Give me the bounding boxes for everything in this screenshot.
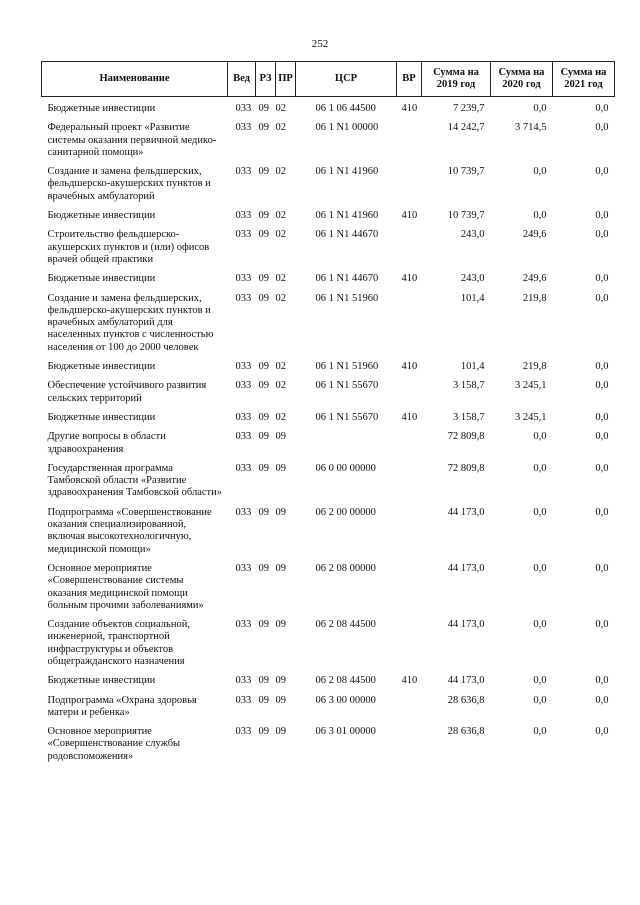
cell-vr xyxy=(397,695,422,727)
cell-pr: 09 xyxy=(275,726,286,738)
cell-sum-2019: 243,0 xyxy=(460,229,485,241)
cell-vr xyxy=(397,563,422,619)
cell-sum-2019: 7 239,7 xyxy=(453,103,485,114)
table-row xyxy=(42,273,615,292)
cell-sum-2021: 0,0 xyxy=(595,562,609,574)
cell-sum-2020: 0,0 xyxy=(533,694,547,706)
header-ved: Вед xyxy=(228,62,256,97)
cell-sum-2021: 0,0 xyxy=(595,726,609,738)
page-number: 252 xyxy=(311,38,329,50)
cell-sum-2020: 0,0 xyxy=(533,726,547,738)
cell-name: Бюджетные инвестиции xyxy=(47,361,156,373)
cell-rz: 09 xyxy=(258,506,269,518)
header-csr: ЦСР xyxy=(296,62,397,97)
cell-csr: 06 2 08 44500 xyxy=(315,619,376,631)
cell-pr: 09 xyxy=(275,619,286,631)
cell-sum-2020: 0,0 xyxy=(533,619,547,631)
cell-vr xyxy=(397,507,422,563)
cell-vr xyxy=(397,229,422,273)
cell-sum-2020: 249,6 xyxy=(522,273,547,285)
cell-name: Федеральный проект «Развитие системы оказания первичной медико-санитарной помощи» xyxy=(47,122,217,158)
cell-rz: 09 xyxy=(258,273,269,285)
cell-sum-2020: 0,0 xyxy=(533,166,547,178)
cell-sum-2019: 44 173,0 xyxy=(447,506,485,518)
cell-csr: 06 1 N1 51960 xyxy=(315,361,379,373)
cell-csr: 06 1 N1 51960 xyxy=(315,292,379,304)
cell-csr: 06 2 08 44500 xyxy=(315,675,376,687)
cell-rz: 09 xyxy=(258,361,269,373)
cell-sum-2021: 0,0 xyxy=(595,229,609,241)
cell-vr: 410 xyxy=(401,411,418,423)
cell-ved: 033 xyxy=(235,122,252,134)
table-row xyxy=(42,122,615,166)
cell-sum-2019: 101,4 xyxy=(460,361,485,373)
table-row xyxy=(42,361,615,380)
cell-sum-2019: 243,0 xyxy=(460,273,485,285)
cell-sum-2020: 0,0 xyxy=(533,675,547,687)
cell-name: Бюджетные инвестиции xyxy=(47,103,156,114)
cell-sum-2021: 0,0 xyxy=(595,122,609,134)
cell-sum-2020: 249,6 xyxy=(522,229,547,241)
cell-sum-2020: 219,8 xyxy=(522,292,547,304)
cell-name: Создание объектов социальной, инженерной, транспортной инфраструктуры и объектов общегражданского назначения xyxy=(47,619,190,667)
cell-sum-2021: 0,0 xyxy=(595,380,609,392)
cell-ved: 033 xyxy=(235,361,252,373)
cell-sum-2019: 28 636,8 xyxy=(447,726,485,738)
cell-ved: 033 xyxy=(235,103,252,114)
cell-sum-2021: 0,0 xyxy=(595,166,609,178)
cell-csr: 06 1 N1 55670 xyxy=(315,411,379,423)
cell-sum-2021: 0,0 xyxy=(595,273,609,285)
cell-ved: 033 xyxy=(235,166,252,178)
header-pr: ПР xyxy=(276,62,296,97)
cell-ved: 033 xyxy=(235,694,252,706)
cell-pr: 02 xyxy=(275,380,286,392)
header-vr: ВР xyxy=(397,62,422,97)
table-row xyxy=(42,293,615,361)
cell-sum-2019: 3 158,7 xyxy=(453,411,485,423)
cell-pr: 09 xyxy=(275,675,286,687)
table-row xyxy=(42,675,615,694)
cell-sum-2019: 3 158,7 xyxy=(453,380,485,392)
cell-ved: 033 xyxy=(235,506,252,518)
cell-name: Строительство фельдшерско-акушерских пунктов и (или) офисов врачей общей практики xyxy=(47,229,210,265)
cell-sum-2021: 0,0 xyxy=(595,292,609,304)
header-sum-2020: Сумма на 2020 год xyxy=(491,62,553,97)
cell-sum-2019: 28 636,8 xyxy=(447,694,485,706)
cell-csr: 06 2 08 00000 xyxy=(315,562,376,574)
cell-name: Обеспечение устойчивого развития сельских территорий xyxy=(47,380,207,404)
cell-name: Создание и замена фельдшерских, фельдшерско-акушерских пунктов и врачебных амбулаторий xyxy=(47,166,211,202)
table-row xyxy=(42,229,615,273)
cell-sum-2020: 0,0 xyxy=(533,431,547,443)
cell-sum-2019: 101,4 xyxy=(460,292,485,304)
cell-vr xyxy=(397,619,422,675)
cell-pr: 09 xyxy=(275,462,286,474)
cell-sum-2021: 0,0 xyxy=(595,506,609,518)
cell-sum-2019: 10 739,7 xyxy=(447,210,485,222)
cell-sum-2020: 0,0 xyxy=(533,210,547,222)
header-sum-2019: Сумма на 2019 год xyxy=(422,62,491,97)
cell-csr: 06 3 00 00000 xyxy=(315,694,376,706)
cell-name: Бюджетные инвестиции xyxy=(47,273,156,285)
cell-csr: 06 1 N1 00000 xyxy=(315,122,379,134)
table-row xyxy=(42,412,615,431)
table-header-row xyxy=(42,62,615,97)
cell-pr: 09 xyxy=(275,431,286,443)
cell-vr: 410 xyxy=(401,103,418,114)
cell-name: Бюджетные инвестиции xyxy=(47,411,156,423)
cell-ved: 033 xyxy=(235,229,252,241)
cell-rz: 09 xyxy=(258,122,269,134)
cell-vr xyxy=(397,380,422,412)
cell-ved: 033 xyxy=(235,562,252,574)
cell-sum-2021: 0,0 xyxy=(595,619,609,631)
cell-ved: 033 xyxy=(235,210,252,222)
cell-sum-2020: 0,0 xyxy=(533,103,547,114)
cell-name: Другие вопросы в области здравоохранения xyxy=(47,431,166,455)
table-row xyxy=(42,97,615,123)
cell-csr: 06 1 N1 44670 xyxy=(315,229,379,241)
cell-csr: 06 1 06 44500 xyxy=(315,103,376,114)
cell-sum-2019: 72 809,8 xyxy=(447,431,485,443)
cell-pr: 09 xyxy=(275,694,286,706)
cell-csr: 06 1 N1 41960 xyxy=(315,166,379,178)
cell-pr: 09 xyxy=(275,506,286,518)
cell-sum-2021: 0,0 xyxy=(595,675,609,687)
budget-table xyxy=(41,61,615,770)
cell-rz: 09 xyxy=(258,675,269,687)
cell-sum-2019: 44 173,0 xyxy=(447,562,485,574)
table-row xyxy=(42,726,615,770)
cell-sum-2021: 0,0 xyxy=(595,462,609,474)
cell-sum-2020: 3 714,5 xyxy=(515,122,547,134)
cell-vr: 410 xyxy=(401,675,418,687)
table-row xyxy=(42,431,615,463)
header-rz: РЗ xyxy=(256,62,276,97)
cell-sum-2019: 72 809,8 xyxy=(447,462,485,474)
cell-sum-2021: 0,0 xyxy=(595,103,609,114)
table-row xyxy=(42,380,615,412)
cell-ved: 033 xyxy=(235,619,252,631)
cell-rz: 09 xyxy=(258,411,269,423)
cell-rz: 09 xyxy=(258,103,269,114)
cell-rz: 09 xyxy=(258,380,269,392)
cell-pr: 02 xyxy=(275,166,286,178)
cell-ved: 033 xyxy=(235,431,252,443)
header-sum-2021: Сумма на 2021 год xyxy=(553,62,615,97)
cell-ved: 033 xyxy=(235,273,252,285)
cell-sum-2019: 10 739,7 xyxy=(447,166,485,178)
cell-csr: 06 0 00 00000 xyxy=(315,462,376,474)
cell-vr: 410 xyxy=(401,273,418,285)
cell-rz: 09 xyxy=(258,462,269,474)
cell-vr: 410 xyxy=(401,210,418,222)
cell-sum-2021: 0,0 xyxy=(595,411,609,423)
cell-ved: 033 xyxy=(235,726,252,738)
table-row xyxy=(42,563,615,619)
cell-name: Подпрограмма «Совершенствование оказания специализированной, включая высокотехнологичную, медицинской помощи» xyxy=(47,506,212,555)
cell-vr xyxy=(397,293,422,361)
cell-pr: 02 xyxy=(275,273,286,285)
cell-sum-2021: 0,0 xyxy=(595,210,609,222)
cell-name: Создание и замена фельдшерских, фельдшерско-акушерских пунктов и врачебных амбулаторий для населенных пунктов с численностью населения от 100 до 2000 человек xyxy=(47,292,214,353)
cell-sum-2020: 0,0 xyxy=(533,562,547,574)
cell-sum-2020: 3 245,1 xyxy=(515,380,547,392)
cell-ved: 033 xyxy=(235,462,252,474)
cell-sum-2020: 0,0 xyxy=(533,462,547,474)
cell-csr: 06 3 01 00000 xyxy=(315,726,376,738)
cell-rz: 09 xyxy=(258,619,269,631)
cell-pr: 09 xyxy=(275,562,286,574)
cell-pr: 02 xyxy=(275,292,286,304)
cell-sum-2020: 219,8 xyxy=(522,361,547,373)
cell-pr: 02 xyxy=(275,210,286,222)
cell-rz: 09 xyxy=(258,210,269,222)
cell-sum-2020: 3 245,1 xyxy=(515,411,547,423)
cell-sum-2021: 0,0 xyxy=(595,694,609,706)
table-row xyxy=(42,166,615,210)
cell-pr: 02 xyxy=(275,103,286,114)
cell-ved: 033 xyxy=(235,380,252,392)
cell-sum-2019: 44 173,0 xyxy=(447,619,485,631)
table-row xyxy=(42,507,615,563)
table-row xyxy=(42,619,615,675)
cell-rz: 09 xyxy=(258,166,269,178)
cell-name: Подпрограмма «Охрана здоровья матери и ребенка» xyxy=(47,694,197,718)
cell-sum-2020: 0,0 xyxy=(533,506,547,518)
cell-csr: 06 2 00 00000 xyxy=(315,506,376,518)
cell-vr xyxy=(397,726,422,770)
cell-rz: 09 xyxy=(258,431,269,443)
cell-ved: 033 xyxy=(235,411,252,423)
cell-rz: 09 xyxy=(258,726,269,738)
cell-sum-2019: 44 173,0 xyxy=(447,675,485,687)
table-row xyxy=(42,210,615,229)
cell-vr xyxy=(397,431,422,463)
cell-name: Бюджетные инвестиции xyxy=(47,675,156,687)
cell-sum-2021: 0,0 xyxy=(595,361,609,373)
cell-csr: 06 1 N1 55670 xyxy=(315,380,379,392)
cell-rz: 09 xyxy=(258,694,269,706)
cell-name: Основное мероприятие «Совершенствование службы родовспоможения» xyxy=(47,726,181,762)
cell-pr: 02 xyxy=(275,411,286,423)
cell-vr xyxy=(397,122,422,166)
header-name: Наименование xyxy=(42,62,228,97)
cell-pr: 02 xyxy=(275,361,286,373)
table-row xyxy=(42,463,615,507)
cell-pr: 02 xyxy=(275,229,286,241)
cell-name: Государственная программа Тамбовской области «Развитие здравоохранения Тамбовской области» xyxy=(47,462,222,499)
cell-csr: 06 1 N1 44670 xyxy=(315,273,379,285)
cell-ved: 033 xyxy=(235,675,252,687)
cell-rz: 09 xyxy=(258,292,269,304)
cell-ved: 033 xyxy=(235,292,252,304)
cell-sum-2021: 0,0 xyxy=(595,431,609,443)
cell-rz: 09 xyxy=(258,562,269,574)
cell-csr: 06 1 N1 41960 xyxy=(315,210,379,222)
cell-csr xyxy=(296,431,397,463)
cell-pr: 02 xyxy=(275,122,286,134)
cell-vr xyxy=(397,463,422,507)
cell-name: Бюджетные инвестиции xyxy=(47,210,156,222)
cell-rz: 09 xyxy=(258,229,269,241)
table-row xyxy=(42,695,615,727)
cell-vr: 410 xyxy=(401,361,418,373)
cell-vr xyxy=(397,166,422,210)
cell-name: Основное мероприятие «Совершенствование системы оказания медицинской помощи больным прочими заболеваниями» xyxy=(47,562,204,611)
cell-sum-2019: 14 242,7 xyxy=(447,122,485,134)
